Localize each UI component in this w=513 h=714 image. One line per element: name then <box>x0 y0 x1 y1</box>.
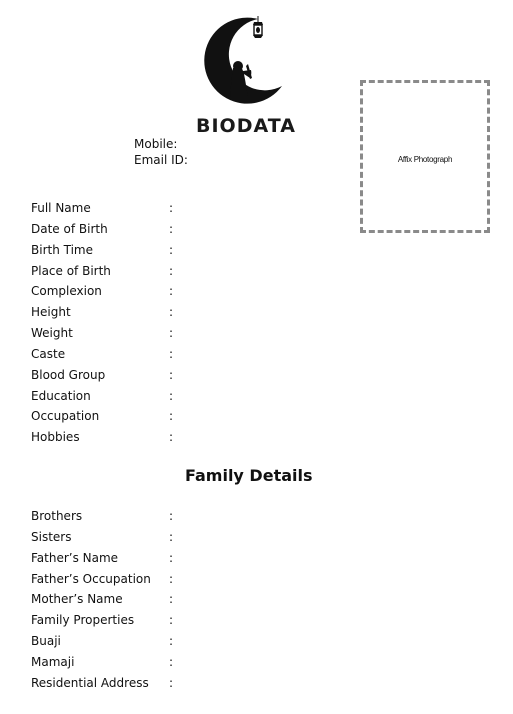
field-label: Birth Time <box>31 243 93 257</box>
email-label: Email ID: <box>134 153 188 167</box>
field-label: Weight <box>31 326 73 340</box>
field-separator: : <box>169 613 174 627</box>
field-separator: : <box>169 222 174 236</box>
field-label: Mamaji <box>31 655 75 669</box>
page-title: BIODATA <box>196 115 296 137</box>
field-separator: : <box>169 347 174 361</box>
field-label: Full Name <box>31 201 91 215</box>
field-separator: : <box>169 676 174 690</box>
field-separator: : <box>169 389 174 403</box>
field-label: Hobbies <box>31 430 80 444</box>
field-label: Brothers <box>31 509 83 523</box>
field-separator: : <box>169 264 174 278</box>
field-label: Education <box>31 389 91 403</box>
field-separator: : <box>169 284 174 298</box>
mobile-label: Mobile: <box>134 137 178 151</box>
field-label: Height <box>31 305 71 319</box>
photo-placeholder <box>360 80 490 233</box>
field-separator: : <box>169 551 174 565</box>
field-separator: : <box>169 592 174 606</box>
field-label: Father’s Name <box>31 551 119 565</box>
field-separator: : <box>169 326 174 340</box>
field-separator: : <box>169 572 174 586</box>
field-label: Mother’s Name <box>31 592 123 606</box>
field-separator: : <box>169 655 174 669</box>
field-separator: : <box>169 409 174 423</box>
field-label: Family Properties <box>31 613 135 627</box>
field-label: Sisters <box>31 530 72 544</box>
field-label: Occupation <box>31 409 100 423</box>
field-separator: : <box>169 509 174 523</box>
field-label: Residential Address <box>31 676 149 690</box>
crescent-moon-logo-icon <box>200 16 290 108</box>
field-label: Complexion <box>31 284 102 298</box>
field-separator: : <box>169 368 174 382</box>
field-separator: : <box>169 243 174 257</box>
field-label: Caste <box>31 347 66 361</box>
field-label: Place of Birth <box>31 264 111 278</box>
field-separator: : <box>169 201 174 215</box>
family-details-heading: Family Details <box>185 466 313 485</box>
field-label: Father’s Occupation <box>31 572 151 586</box>
field-label: Date of Birth <box>31 222 108 236</box>
field-separator: : <box>169 634 174 648</box>
field-label: Blood Group <box>31 368 106 382</box>
field-label: Buaji <box>31 634 61 648</box>
photo-placeholder-label: Affix Photograph <box>397 155 453 164</box>
field-separator: : <box>169 305 174 319</box>
field-separator: : <box>169 430 174 444</box>
field-separator: : <box>169 530 174 544</box>
